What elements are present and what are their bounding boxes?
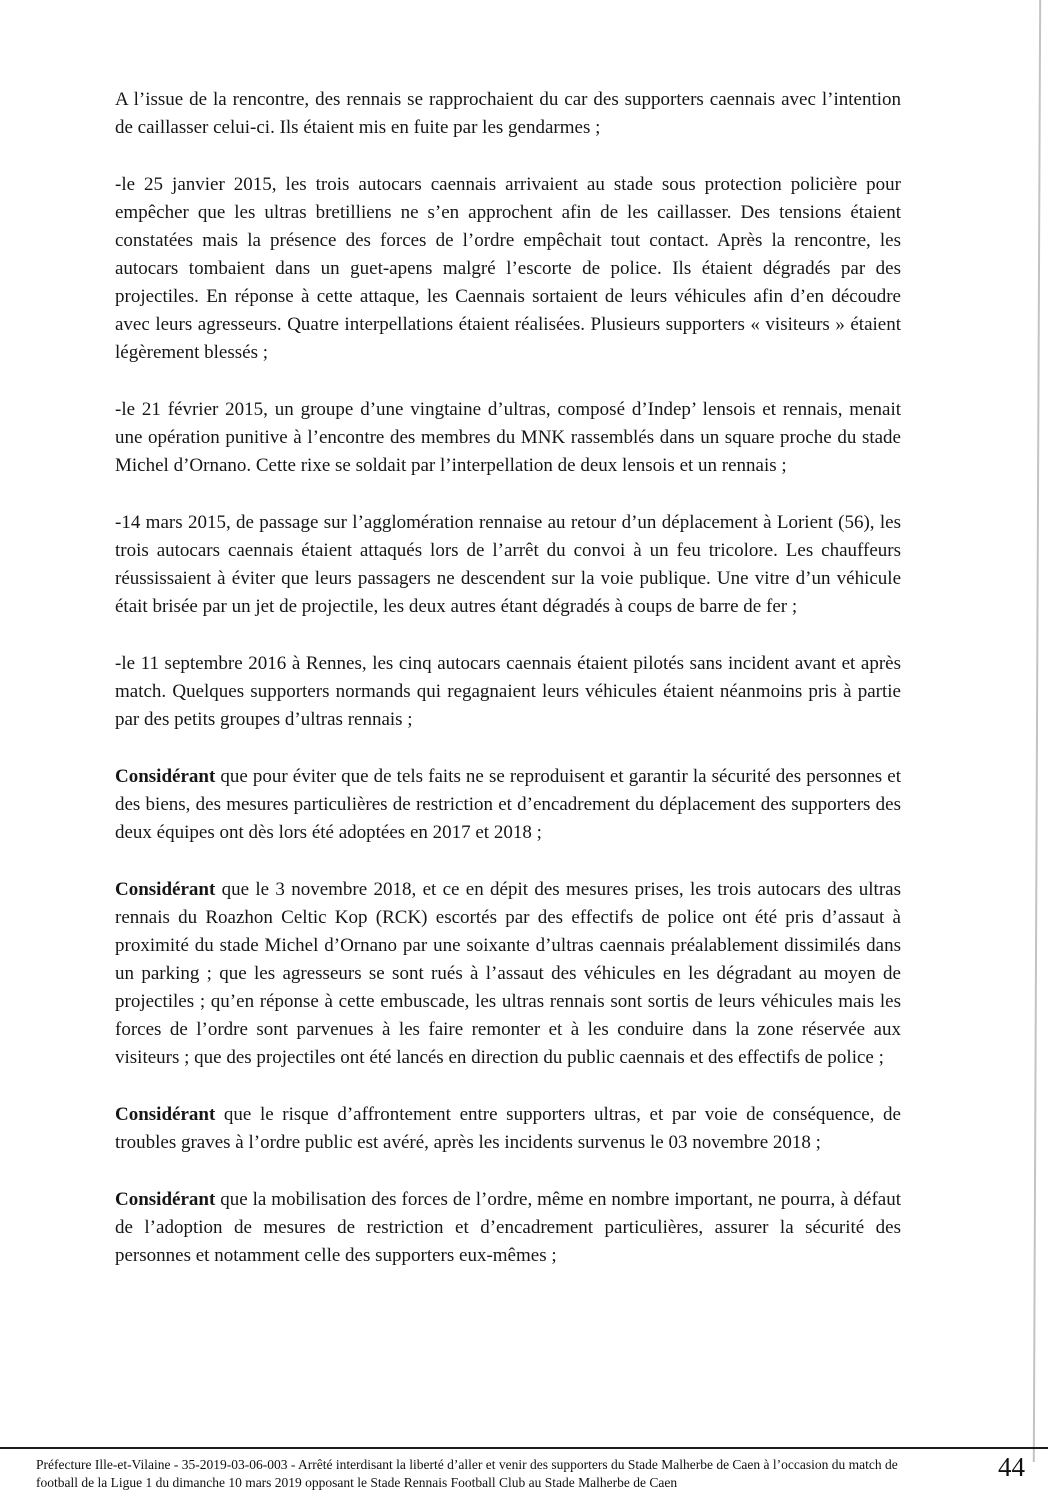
paragraph-considerant-mobilisation-forces bbox=[115, 1186, 901, 1270]
considerant-lead: Considérant bbox=[115, 1189, 216, 1210]
paragraph-text: -14 mars 2015, de passage sur l’agglomération rennaise au retour d’un déplacement à Lorient (56), les trois autocars caennais étaient attaqués lors de l’arrêt du convoi à un feu tricolore. Les chauffeurs réussissaient à éviter que leurs passagers ne descendent sur la voie publique. Une vitre d’un véhicule était brisée par un jet de projectile, les deux autres étant dégradés à coups de barre de fer ; bbox=[115, 512, 901, 617]
considerant-lead: Considérant bbox=[115, 879, 216, 900]
document-body bbox=[115, 86, 901, 1299]
paragraph-21-fevrier-2015 bbox=[115, 396, 901, 480]
paragraph-11-septembre-2016 bbox=[115, 650, 901, 734]
considerant-lead: Considérant bbox=[115, 766, 216, 787]
paragraph-25-janvier-2015 bbox=[115, 171, 901, 367]
paragraph-text: que la mobilisation des forces de l’ordre, même en nombre important, ne pourra, à défaut de l’adoption de mesures de restriction et d’encadrement particulières, assurer la sécurité des personnes et notamment celle des supporters eux-mêmes ; bbox=[115, 1189, 901, 1266]
paragraph-text: que le risque d’affrontement entre supporters ultras, et par voie de conséquence, de troubles graves à l’ordre public est avéré, après les incidents survenus le 03 novembre 2018 ; bbox=[115, 1104, 901, 1153]
footer-divider-line bbox=[0, 1447, 1048, 1449]
paragraph-text: que le 3 novembre 2018, et ce en dépit des mesures prises, les trois autocars des ultras rennais du Roazhon Celtic Kop (RCK) escortés par des effectifs de police ont été pris d’assaut à proximité du stade Michel d’Ornano par une soixante d’ultras caennais préalablement dissimilés dans un parking ; que les agresseurs se sont rués à l’assaut des véhicules en les dégradant au moyen de projectiles ; qu’en réponse à cette embuscade, les ultras rennais sont sortis de leurs véhicules mais les forces de l’ordre sont parvenues à les faire remonter et à les conduire dans la zone réservée aux visiteurs ; que des projectiles ont été lancés en direction du public caennais et des effectifs de police ; bbox=[115, 879, 901, 1068]
paragraph-considerant-mesures-2017-2018 bbox=[115, 763, 901, 847]
page-number: 44 bbox=[998, 1452, 1025, 1482]
paragraph-14-mars-2015 bbox=[115, 509, 901, 621]
paragraph-text: -le 11 septembre 2016 à Rennes, les cinq autocars caennais étaient pilotés sans incident avant et après match. Quelques supporters normands qui regagnaient leurs véhicules étaient néanmoins pris à partie par des petits groupes d’ultras rennais ; bbox=[115, 653, 901, 730]
footer-reference-line2: football de la Ligue 1 du dimanche 10 mars 2019 opposant le Stade Rennais Football Club au Stade Malherbe de Caen bbox=[36, 1474, 678, 1490]
footer-reference bbox=[36, 1456, 986, 1491]
paragraph-text: A l’issue de la rencontre, des rennais se rapprochaient du car des supporters caennais avec l’intention de caillasser celui-ci. Ils étaient mis en fuite par les gendarmes ; bbox=[115, 89, 901, 138]
paragraph-text: -le 21 février 2015, un groupe d’une vingtaine d’ultras, composé d’Indep’ lensois et rennais, menait une opération punitive à l’encontre des membres du MNK rassemblés dans un square proche du stade Michel d’Ornano. Cette rixe se soldait par l’interpellation de deux lensois et un rennais ; bbox=[115, 399, 901, 476]
footer-reference-line1: Préfecture Ille-et-Vilaine - 35-2019-03-06-003 - Arrêté interdisant la liberté d’aller et venir des supporters du Stade Malherbe de Caen à l’occasion du match de bbox=[36, 1457, 898, 1472]
paragraph-rencontre bbox=[115, 86, 901, 142]
paragraph-text: que pour éviter que de tels faits ne se reproduisent et garantir la sécurité des personnes et des biens, des mesures particulières de restriction et d’encadrement du déplacement des supporters des deux équipes ont dès lors été adoptées en 2017 et 2018 ; bbox=[115, 766, 901, 843]
considerant-lead: Considérant bbox=[115, 1104, 216, 1125]
paragraph-considerant-3-novembre-2018 bbox=[115, 876, 901, 1072]
paragraph-text: -le 25 janvier 2015, les trois autocars caennais arrivaient au stade sous protection policière pour empêcher que les ultras bretilliens ne s’en approchent afin de les caillasser. Des tensions étaient constatées mais la présence des forces de l’ordre empêchait tout contact. Après la rencontre, les autocars tombaient dans un guet-apens malgré l’escorte de police. Ils étaient dégradés par des projectiles. En réponse à cette attaque, les Caennais sortaient de leurs véhicules afin d’en découdre avec leurs agresseurs. Quatre interpellations étaient réalisées. Plusieurs supporters « visiteurs » étaient légèrement blessés ; bbox=[115, 174, 901, 363]
paragraph-considerant-risque-affrontement bbox=[115, 1101, 901, 1157]
scan-edge-artifact bbox=[1033, 0, 1041, 1462]
